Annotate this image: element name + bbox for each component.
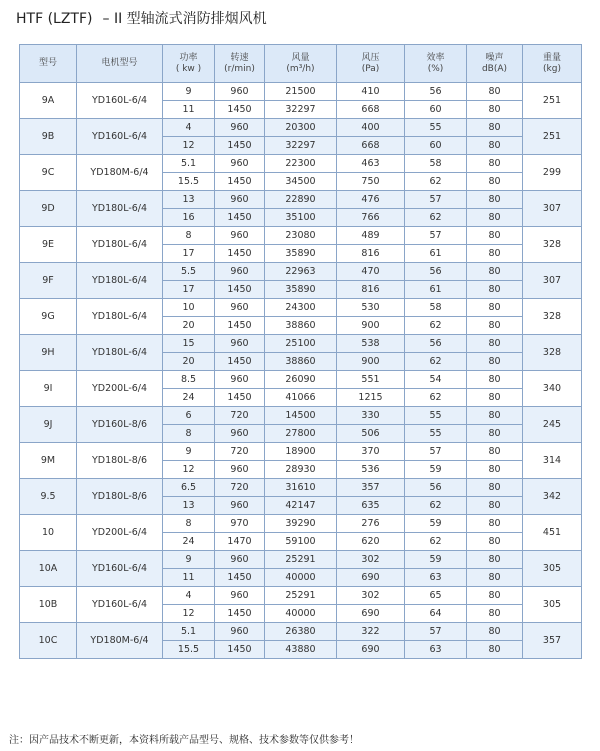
cell-noise: 80 [467,461,523,479]
cell-noise: 80 [467,299,523,317]
cell-airflow: 14500 [265,407,337,425]
cell-speed: 960 [215,155,265,173]
cell-noise: 80 [467,407,523,425]
cell-airflow: 42147 [265,497,337,515]
cell-power: 16 [163,209,215,227]
cell-pressure: 538 [337,335,405,353]
cell-power: 8.5 [163,371,215,389]
cell-speed: 720 [215,443,265,461]
cell-pressure: 357 [337,479,405,497]
cell-power: 20 [163,353,215,371]
cell-airflow: 25291 [265,587,337,605]
cell-power: 5.5 [163,263,215,281]
cell-weight: 357 [523,623,582,659]
cell-airflow: 20300 [265,119,337,137]
cell-power: 17 [163,245,215,263]
cell-weight: 328 [523,227,582,263]
cell-pressure: 330 [337,407,405,425]
cell-noise: 80 [467,353,523,371]
cell-power: 24 [163,533,215,551]
cell-model: 9B [20,119,77,155]
cell-power: 9 [163,83,215,101]
cell-efficiency: 59 [405,515,467,533]
cell-model: 9F [20,263,77,299]
cell-speed: 720 [215,479,265,497]
cell-pressure: 302 [337,587,405,605]
cell-efficiency: 57 [405,227,467,245]
cell-pressure: 620 [337,533,405,551]
cell-pressure: 276 [337,515,405,533]
cell-noise: 80 [467,83,523,101]
footnote: 注：因产品技术不断更新，本资料所载产品型号、规格、技术参数等仅供参考！ [9,735,359,746]
cell-power: 20 [163,317,215,335]
cell-noise: 80 [467,623,523,641]
cell-power: 12 [163,461,215,479]
cell-speed: 1450 [215,317,265,335]
cell-speed: 1470 [215,533,265,551]
cell-weight: 340 [523,371,582,407]
cell-airflow: 38860 [265,353,337,371]
header-power: 功率 ( kw ) [163,45,215,83]
cell-efficiency: 56 [405,263,467,281]
cell-efficiency: 62 [405,353,467,371]
cell-speed: 720 [215,407,265,425]
header-weight: 重量 (kg) [523,45,582,83]
cell-airflow: 22963 [265,263,337,281]
cell-airflow: 35890 [265,281,337,299]
cell-pressure: 470 [337,263,405,281]
cell-motor: YD180L-6/4 [77,299,163,335]
cell-power: 13 [163,191,215,209]
table-row [20,227,582,245]
cell-noise: 80 [467,425,523,443]
cell-speed: 960 [215,461,265,479]
cell-noise: 80 [467,515,523,533]
cell-motor: YD160L-6/4 [77,119,163,155]
cell-speed: 960 [215,371,265,389]
cell-airflow: 22300 [265,155,337,173]
cell-motor: YD200L-6/4 [77,515,163,551]
cell-pressure: 750 [337,173,405,191]
cell-airflow: 24300 [265,299,337,317]
cell-motor: YD180M-6/4 [77,623,163,659]
cell-efficiency: 60 [405,101,467,119]
cell-efficiency: 62 [405,497,467,515]
cell-speed: 1450 [215,137,265,155]
cell-efficiency: 54 [405,371,467,389]
table-row [20,335,582,353]
cell-airflow: 59100 [265,533,337,551]
cell-speed: 970 [215,515,265,533]
cell-model: 9I [20,371,77,407]
cell-model: 9H [20,335,77,371]
cell-model: 9G [20,299,77,335]
cell-efficiency: 60 [405,137,467,155]
header-pressure: 风压 (Pa) [337,45,405,83]
cell-pressure: 690 [337,605,405,623]
table-body [20,83,582,659]
cell-efficiency: 62 [405,173,467,191]
cell-speed: 1450 [215,569,265,587]
header-speed: 转速 (r/min) [215,45,265,83]
cell-noise: 80 [467,605,523,623]
cell-noise: 80 [467,209,523,227]
cell-motor: YD180M-6/4 [77,155,163,191]
cell-noise: 80 [467,443,523,461]
cell-airflow: 40000 [265,605,337,623]
cell-airflow: 27800 [265,425,337,443]
cell-airflow: 25100 [265,335,337,353]
cell-pressure: 900 [337,353,405,371]
table-row [20,299,582,317]
cell-speed: 960 [215,119,265,137]
cell-pressure: 900 [337,317,405,335]
cell-speed: 1450 [215,173,265,191]
cell-speed: 960 [215,263,265,281]
cell-noise: 80 [467,389,523,407]
cell-noise: 80 [467,533,523,551]
header-noise: 噪声 dB(A) [467,45,523,83]
cell-speed: 960 [215,227,265,245]
cell-weight: 342 [523,479,582,515]
cell-model: 9A [20,83,77,119]
cell-weight: 251 [523,119,582,155]
cell-motor: YD160L-6/4 [77,587,163,623]
cell-weight: 328 [523,335,582,371]
cell-efficiency: 61 [405,245,467,263]
cell-airflow: 21500 [265,83,337,101]
table-row [20,119,582,137]
cell-noise: 80 [467,281,523,299]
cell-noise: 80 [467,119,523,137]
cell-power: 11 [163,569,215,587]
cell-pressure: 766 [337,209,405,227]
cell-airflow: 28930 [265,461,337,479]
cell-airflow: 32297 [265,101,337,119]
cell-airflow: 43880 [265,641,337,659]
cell-speed: 960 [215,587,265,605]
cell-noise: 80 [467,497,523,515]
cell-power: 9 [163,443,215,461]
cell-model: 10A [20,551,77,587]
cell-speed: 960 [215,83,265,101]
cell-model: 10B [20,587,77,623]
cell-weight: 305 [523,551,582,587]
cell-power: 9 [163,551,215,569]
cell-efficiency: 65 [405,587,467,605]
cell-speed: 1450 [215,605,265,623]
cell-efficiency: 59 [405,551,467,569]
cell-speed: 960 [215,191,265,209]
cell-motor: YD160L-8/6 [77,407,163,443]
cell-efficiency: 55 [405,407,467,425]
cell-noise: 80 [467,263,523,281]
cell-pressure: 690 [337,641,405,659]
cell-power: 24 [163,389,215,407]
cell-power: 6 [163,407,215,425]
cell-noise: 80 [467,155,523,173]
table-row [20,83,582,101]
cell-noise: 80 [467,317,523,335]
cell-weight: 328 [523,299,582,335]
cell-power: 10 [163,299,215,317]
cell-pressure: 463 [337,155,405,173]
cell-pressure: 370 [337,443,405,461]
cell-airflow: 18900 [265,443,337,461]
cell-noise: 80 [467,245,523,263]
cell-noise: 80 [467,191,523,209]
cell-model: 9E [20,227,77,263]
table-header-row [20,45,582,83]
cell-motor: YD180L-6/4 [77,227,163,263]
header-airflow: 风量 (m³/h) [265,45,337,83]
cell-weight: 299 [523,155,582,191]
cell-efficiency: 63 [405,641,467,659]
cell-efficiency: 55 [405,119,467,137]
cell-power: 8 [163,227,215,245]
cell-model: 9M [20,443,77,479]
cell-weight: 305 [523,587,582,623]
cell-noise: 80 [467,227,523,245]
cell-pressure: 690 [337,569,405,587]
cell-power: 15.5 [163,641,215,659]
cell-pressure: 489 [337,227,405,245]
table-row [20,263,582,281]
cell-noise: 80 [467,335,523,353]
cell-efficiency: 55 [405,425,467,443]
table-row [20,623,582,641]
cell-pressure: 1215 [337,389,405,407]
fan-spec-table [19,44,582,659]
table-row [20,587,582,605]
cell-model: 10 [20,515,77,551]
cell-power: 12 [163,137,215,155]
cell-efficiency: 56 [405,83,467,101]
cell-speed: 1450 [215,641,265,659]
cell-airflow: 38860 [265,317,337,335]
cell-weight: 245 [523,407,582,443]
cell-pressure: 322 [337,623,405,641]
cell-noise: 80 [467,569,523,587]
cell-noise: 80 [467,101,523,119]
cell-airflow: 31610 [265,479,337,497]
cell-model: 10C [20,623,77,659]
cell-speed: 960 [215,551,265,569]
cell-power: 8 [163,515,215,533]
cell-efficiency: 59 [405,461,467,479]
cell-power: 8 [163,425,215,443]
cell-weight: 307 [523,263,582,299]
cell-efficiency: 58 [405,155,467,173]
cell-pressure: 551 [337,371,405,389]
cell-pressure: 302 [337,551,405,569]
table-row [20,515,582,533]
cell-airflow: 32297 [265,137,337,155]
table-row [20,371,582,389]
cell-speed: 960 [215,497,265,515]
cell-noise: 80 [467,479,523,497]
title-model: HTF (LZTF) [16,11,93,27]
cell-power: 11 [163,101,215,119]
cell-weight: 314 [523,443,582,479]
cell-speed: 960 [215,335,265,353]
cell-power: 15 [163,335,215,353]
cell-power: 12 [163,605,215,623]
cell-model: 9.5 [20,479,77,515]
header-efficiency: 效率 (%) [405,45,467,83]
cell-efficiency: 58 [405,299,467,317]
cell-model: 9D [20,191,77,227]
cell-noise: 80 [467,551,523,569]
table-row [20,191,582,209]
cell-efficiency: 57 [405,191,467,209]
cell-noise: 80 [467,587,523,605]
table-row [20,155,582,173]
cell-airflow: 39290 [265,515,337,533]
cell-efficiency: 62 [405,533,467,551]
cell-model: 9J [20,407,77,443]
header-model: 型号 [20,45,77,83]
cell-efficiency: 64 [405,605,467,623]
cell-motor: YD180L-6/4 [77,191,163,227]
cell-airflow: 34500 [265,173,337,191]
cell-power: 17 [163,281,215,299]
cell-speed: 1450 [215,389,265,407]
cell-airflow: 35890 [265,245,337,263]
cell-airflow: 25291 [265,551,337,569]
cell-pressure: 400 [337,119,405,137]
cell-pressure: 668 [337,101,405,119]
cell-pressure: 476 [337,191,405,209]
cell-efficiency: 56 [405,335,467,353]
cell-power: 4 [163,119,215,137]
cell-airflow: 22890 [265,191,337,209]
cell-pressure: 635 [337,497,405,515]
cell-noise: 80 [467,641,523,659]
cell-motor: YD180L-8/6 [77,443,163,479]
cell-speed: 1450 [215,281,265,299]
cell-weight: 451 [523,515,582,551]
cell-power: 13 [163,497,215,515]
cell-pressure: 530 [337,299,405,317]
cell-power: 5.1 [163,155,215,173]
table-row [20,479,582,497]
cell-weight: 307 [523,191,582,227]
cell-pressure: 816 [337,281,405,299]
cell-motor: YD180L-6/4 [77,335,163,371]
cell-power: 5.1 [163,623,215,641]
cell-airflow: 26380 [265,623,337,641]
cell-weight: 251 [523,83,582,119]
cell-noise: 80 [467,371,523,389]
cell-airflow: 40000 [265,569,337,587]
cell-airflow: 35100 [265,209,337,227]
cell-efficiency: 63 [405,569,467,587]
table-row [20,407,582,425]
cell-motor: YD180L-6/4 [77,263,163,299]
page-title [16,8,267,28]
header-motor: 电机型号 [77,45,163,83]
cell-speed: 960 [215,623,265,641]
cell-pressure: 816 [337,245,405,263]
cell-power: 15.5 [163,173,215,191]
cell-pressure: 536 [337,461,405,479]
cell-noise: 80 [467,173,523,191]
cell-efficiency: 57 [405,623,467,641]
cell-airflow: 26090 [265,371,337,389]
cell-speed: 1450 [215,353,265,371]
cell-noise: 80 [467,137,523,155]
cell-speed: 1450 [215,245,265,263]
cell-pressure: 506 [337,425,405,443]
cell-pressure: 668 [337,137,405,155]
cell-efficiency: 56 [405,479,467,497]
cell-efficiency: 57 [405,443,467,461]
cell-power: 4 [163,587,215,605]
cell-efficiency: 61 [405,281,467,299]
cell-speed: 1450 [215,101,265,119]
cell-speed: 960 [215,425,265,443]
cell-motor: YD160L-6/4 [77,83,163,119]
cell-speed: 1450 [215,209,265,227]
cell-motor: YD180L-8/6 [77,479,163,515]
cell-pressure: 410 [337,83,405,101]
table-row [20,551,582,569]
cell-power: 6.5 [163,479,215,497]
cell-airflow: 23080 [265,227,337,245]
table-row [20,443,582,461]
cell-speed: 960 [215,299,265,317]
title-suffix: – II 型轴流式消防排烟风机 [102,11,267,27]
cell-motor: YD200L-6/4 [77,371,163,407]
cell-airflow: 41066 [265,389,337,407]
cell-model: 9C [20,155,77,191]
cell-efficiency: 62 [405,317,467,335]
cell-motor: YD160L-6/4 [77,551,163,587]
cell-efficiency: 62 [405,389,467,407]
cell-efficiency: 62 [405,209,467,227]
